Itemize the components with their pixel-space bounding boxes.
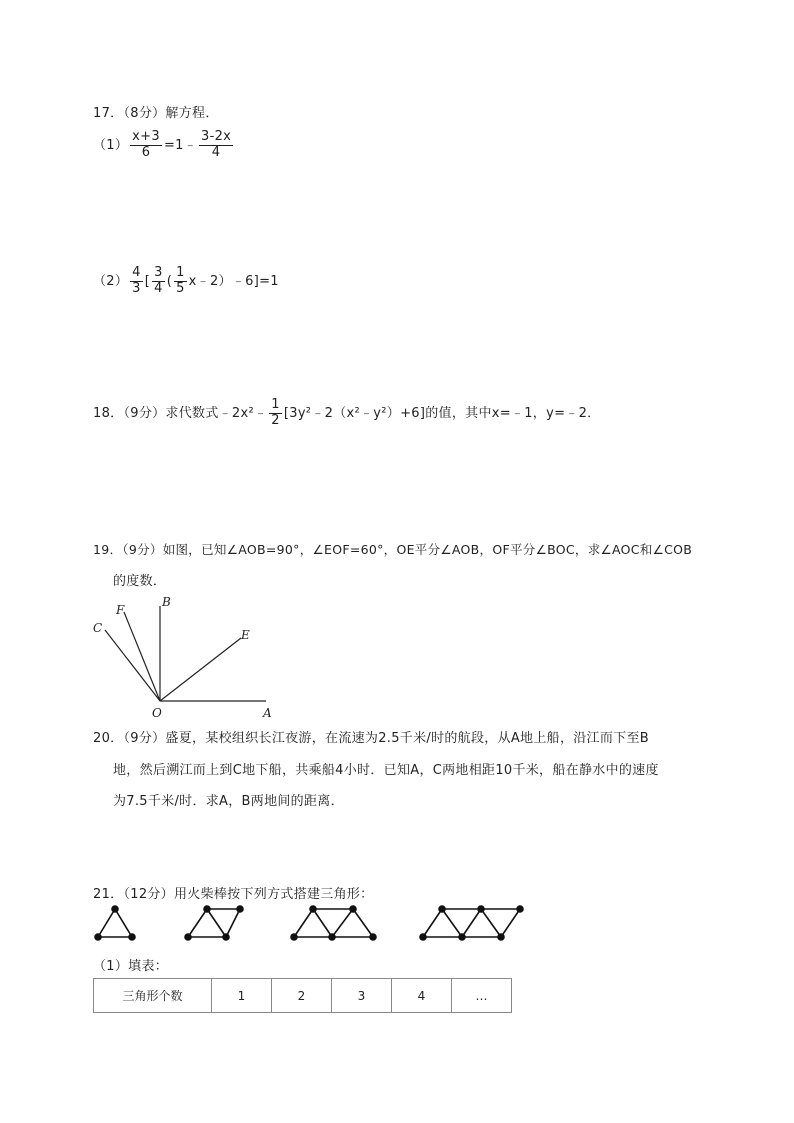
fraction-numerator: 3-2x (201, 129, 232, 144)
q20-line2: 地，然后溯江而上到C地下船，共乘船4小时．已知A，C两地相距10千米，船在静水中的速度 (113, 763, 659, 778)
q17-part2-fraction-2 (152, 266, 165, 297)
q17-part2-bracket: [ (144, 273, 151, 289)
q18-fraction (269, 398, 282, 429)
fraction-numerator: x+3 (132, 129, 160, 144)
label-a: A (263, 706, 272, 720)
triangle-figure-1 (95, 906, 135, 940)
ray-oe (160, 638, 241, 701)
table-cell: 4 (392, 979, 452, 1013)
q17-header: 17．（8分）解方程． (93, 106, 219, 121)
q17-part2-label: （2） (93, 273, 129, 289)
q17-part1-middle: =1﹣ (163, 137, 198, 153)
q17-part1-label: （1） (93, 137, 129, 153)
q17-part1-fraction-1 (130, 130, 162, 161)
fraction-numerator: 1 (176, 265, 185, 280)
fraction-numerator: 1 (271, 397, 280, 412)
triangle-figure-2 (185, 906, 243, 940)
label-e: E (241, 628, 250, 642)
q17-part1-fraction-2 (199, 130, 233, 161)
fraction-numerator: 4 (132, 265, 141, 280)
q19-line2: 的度数． (113, 574, 167, 589)
q17-part2-tail: x﹣2）﹣6]=1 (188, 273, 279, 289)
table-cell: 2 (272, 979, 332, 1013)
label-c: C (93, 621, 103, 635)
q19-line1: 19．（9分）如图，已知∠AOB=90°，∠EOF=60°，OE平分∠AOB，OF平分∠BOC，求∠AOC和∠COB (93, 542, 693, 557)
triangle-figure-4 (420, 906, 523, 940)
q21-sub1: （1）填表： (93, 959, 169, 974)
fraction-denominator: 5 (176, 280, 185, 296)
fraction-denominator: 4 (154, 280, 163, 296)
q17-part2-fraction-1 (130, 266, 143, 297)
q17-part2 (93, 266, 279, 297)
q21-header: 21．（12分）用火柴棒按下列方式搭建三角形： (93, 887, 374, 902)
label-f: F (116, 603, 125, 617)
q17-part2-paren: ( (166, 273, 173, 289)
fraction-denominator: 3 (132, 280, 141, 296)
q18-suffix: [3y²﹣2（x²﹣y²）+6]的值，其中x=﹣1，y=﹣2． (283, 405, 601, 421)
fraction-denominator: 2 (271, 412, 280, 428)
q20-line3: 为7.5千米/时．求A，B两地间的距离． (113, 794, 344, 809)
q17-part2-fraction-3 (174, 266, 187, 297)
fraction-numerator: 3 (154, 265, 163, 280)
fraction-denominator: 4 (211, 144, 221, 160)
table-row (94, 979, 512, 1013)
ray-of (124, 612, 160, 701)
q18 (93, 398, 600, 429)
q20-line1: 20．（9分）盛夏，某校组织长江夜游，在流速为2.5千米/时的航段，从A地上船，沿江而下至B (93, 731, 649, 746)
angle-diagram (85, 590, 285, 720)
fill-table (93, 978, 512, 1013)
q18-prefix: 18．（9分）求代数式﹣2x²﹣ (93, 405, 268, 421)
q17-part1 (93, 130, 235, 161)
fraction-denominator: 6 (141, 144, 151, 160)
matchstick-triangles (85, 900, 535, 950)
table-cell: 1 (212, 979, 272, 1013)
label-b: B (162, 595, 171, 609)
table-cell: 三角形个数 (94, 979, 212, 1013)
label-o: O (152, 706, 162, 720)
ray-oc (105, 630, 160, 701)
table-cell: … (452, 979, 512, 1013)
triangle-figure-3 (291, 906, 376, 940)
table-cell: 3 (332, 979, 392, 1013)
